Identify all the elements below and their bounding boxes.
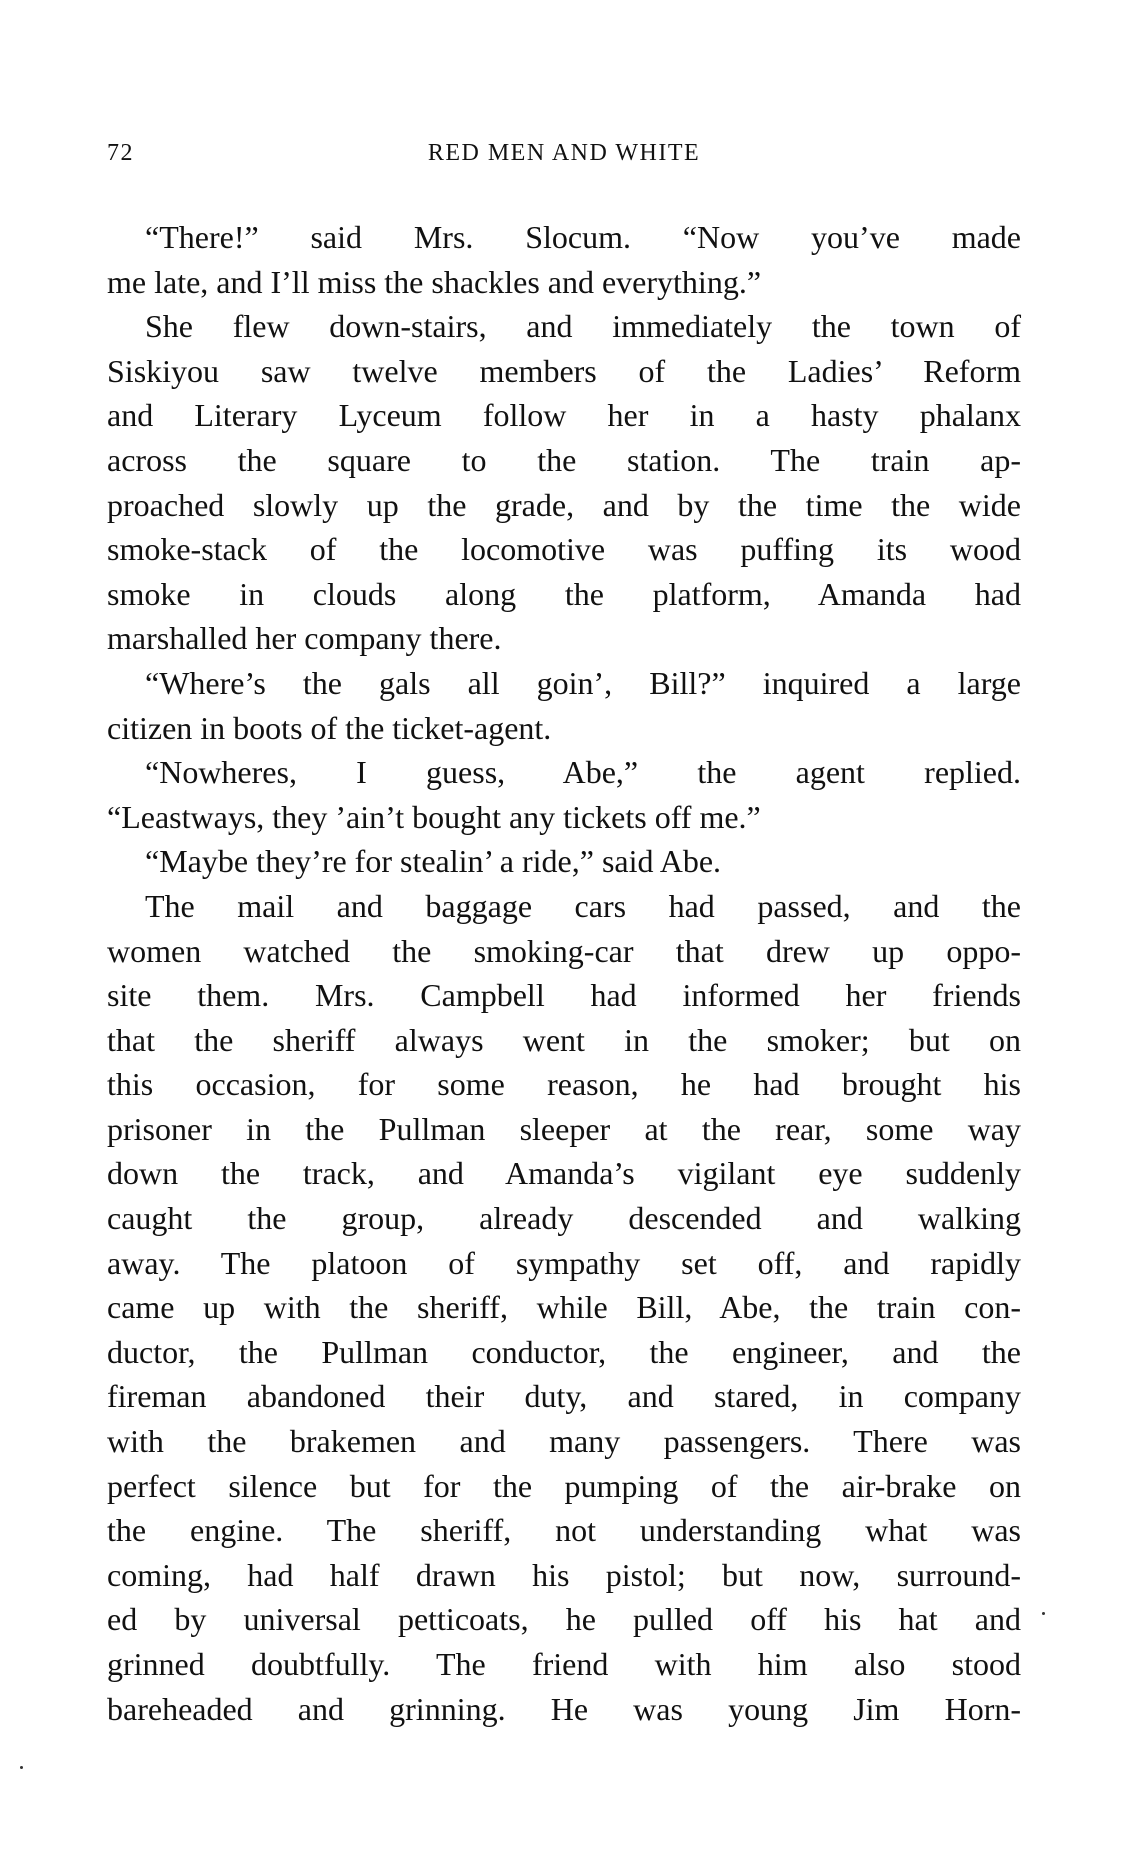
text-line: “Nowheres, I guess, Abe,” the agent replied.: [145, 754, 1021, 791]
text-line: fireman abandoned their duty, and stared, in company: [107, 1378, 1021, 1415]
text-line: coming, had half drawn his pistol; but now, surround-: [107, 1556, 1021, 1593]
text-line: “There!” said Mrs. Slocum. “Now you’ve made: [145, 219, 1021, 255]
text-line: women watched the smoking-car that drew up oppo-: [107, 932, 1021, 969]
text-line: caught the group, already descended and walking: [107, 1200, 1021, 1237]
text-line: with the brakemen and many passengers. There was: [107, 1423, 1021, 1460]
text-line: proached slowly up the grade, and by the time the wide: [107, 486, 1021, 523]
speck-mark: [20, 1766, 23, 1769]
text-line: “Maybe they’re for stealin’ a ride,” said Abe.: [145, 843, 722, 880]
text-line: that the sheriff always went in the smoker; but on: [107, 1021, 1021, 1058]
text-line: me late, and I’ll miss the shackles and everything.”: [107, 263, 762, 300]
text-line: “Leastways, they ’ain’t bought any tickets off me.”: [107, 798, 761, 835]
text-line: prisoner in the Pullman sleeper at the rear, some way: [107, 1110, 1021, 1147]
text-line: perfect silence but for the pumping of the air-brake on: [107, 1467, 1021, 1504]
text-line: smoke in clouds along the platform, Amanda had: [107, 575, 1021, 612]
text-line: ed by universal petticoats, he pulled off his hat and: [107, 1601, 1021, 1638]
text-line: The mail and baggage cars had passed, and the: [145, 887, 1021, 924]
text-line: across the square to the station. The train ap-: [107, 441, 1021, 478]
text-line: came up with the sheriff, while Bill, Abe, the train con-: [107, 1289, 1021, 1326]
text-line: marshalled her company there.: [107, 620, 502, 657]
text-line: citizen in boots of the ticket-agent.: [107, 709, 552, 746]
text-line: “Where’s the gals all goin’, Bill?” inquired a large: [145, 664, 1021, 701]
running-header: [107, 140, 1021, 176]
text-line: smoke-stack of the locomotive was puffing its wood: [107, 531, 1021, 568]
text-line: bareheaded and grinning. He was young Jim Horn-: [107, 1690, 1021, 1727]
text-line: She flew down-stairs, and immediately the town of: [145, 308, 1021, 345]
speck-mark: [1042, 1612, 1045, 1615]
text-line: grinned doubtfully. The friend with him also stood: [107, 1646, 1021, 1682]
text-line: away. The platoon of sympathy set off, and rapidly: [107, 1244, 1021, 1281]
text-line: and Literary Lyceum follow her in a hasty phalanx: [107, 397, 1021, 434]
running-title: RED MEN AND WHITE: [427, 140, 701, 166]
text-line: Siskiyou saw twelve members of the Ladies’ Reform: [107, 352, 1021, 389]
text-line: the engine. The sheriff, not understanding what was: [107, 1512, 1021, 1549]
text-line: down the track, and Amanda’s vigilant eye suddenly: [107, 1155, 1021, 1192]
text-line: ductor, the Pullman conductor, the engineer, and the: [107, 1333, 1021, 1370]
page-number: 72: [107, 140, 134, 166]
text-line: site them. Mrs. Campbell had informed her friends: [107, 977, 1021, 1014]
text-line: this occasion, for some reason, he had brought his: [107, 1066, 1021, 1103]
body-text: [107, 215, 1021, 1731]
